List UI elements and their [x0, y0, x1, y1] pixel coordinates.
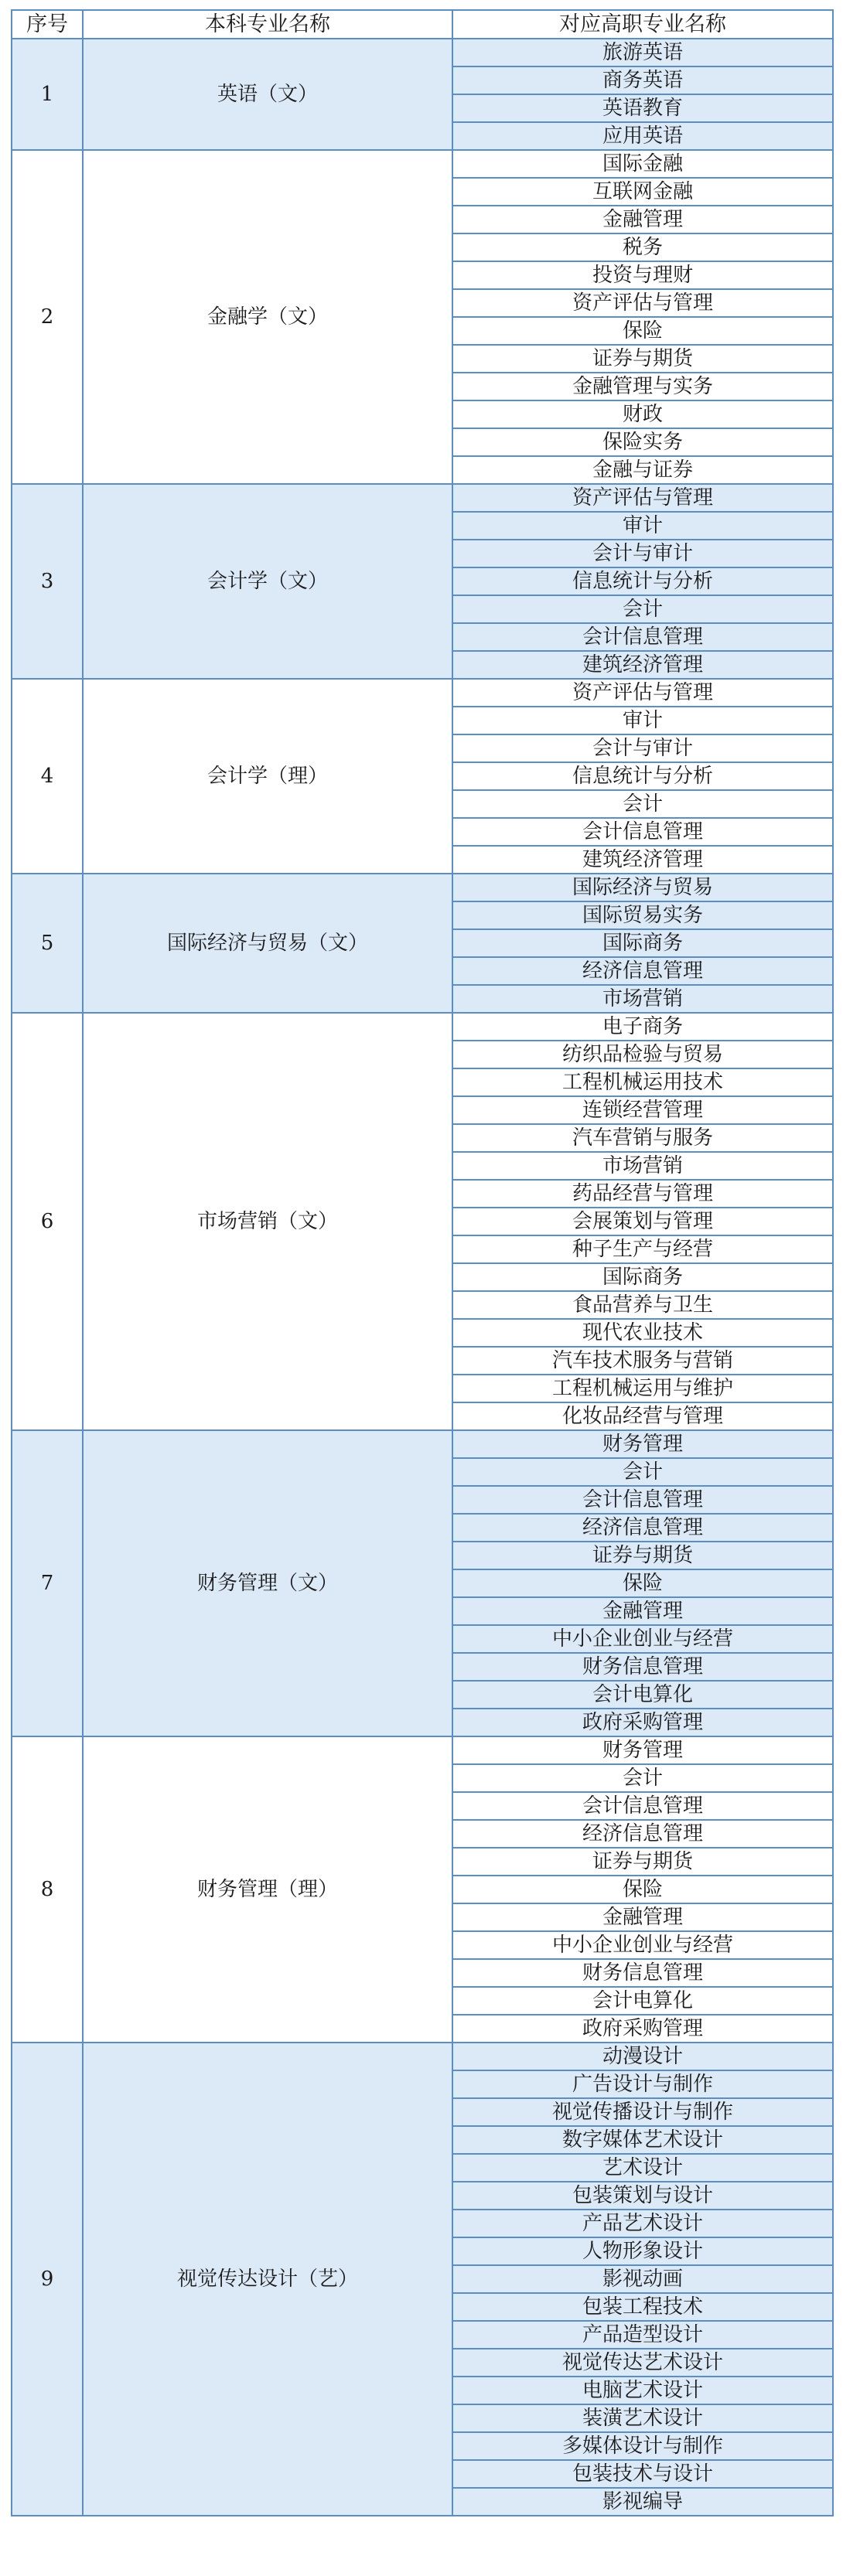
vocational-major-name: 汽车营销与服务: [452, 1124, 833, 1152]
row-index: 8: [12, 1736, 83, 2043]
vocational-major-name: 商务英语: [452, 66, 833, 94]
vocational-major-name: 多媒体设计与制作: [452, 2432, 833, 2460]
undergrad-major-name: 金融学（文）: [83, 150, 452, 484]
vocational-major-name: 数字媒体艺术设计: [452, 2126, 833, 2154]
vocational-major-name: 政府采购管理: [452, 2015, 833, 2043]
vocational-major-name: 信息统计与分析: [452, 762, 833, 790]
vocational-major-name: 会计电算化: [452, 1681, 833, 1709]
vocational-major-name: 会计信息管理: [452, 1486, 833, 1514]
vocational-major-name: 金融管理: [452, 206, 833, 233]
vocational-major-name: 英语教育: [452, 94, 833, 122]
vocational-major-name: 中小企业创业与经营: [452, 1931, 833, 1959]
vocational-major-name: 包装技术与设计: [452, 2460, 833, 2488]
vocational-major-name: 食品营养与卫生: [452, 1291, 833, 1319]
vocational-major-name: 财政: [452, 400, 833, 428]
vocational-major-name: 视觉传达艺术设计: [452, 2349, 833, 2377]
vocational-major-name: 影视动画: [452, 2265, 833, 2293]
vocational-major-name: 审计: [452, 512, 833, 540]
vocational-major-name: 应用英语: [452, 122, 833, 150]
vocational-major-name: 保险实务: [452, 428, 833, 456]
vocational-major-name: 证券与期货: [452, 345, 833, 373]
vocational-major-name: 纺织品检验与贸易: [452, 1041, 833, 1068]
row-index: 5: [12, 874, 83, 1013]
table-row: [12, 1013, 833, 1041]
vocational-major-name: 互联网金融: [452, 178, 833, 206]
vocational-major-name: 产品造型设计: [452, 2321, 833, 2349]
row-index: 4: [12, 679, 83, 874]
table-row: [12, 2043, 833, 2070]
vocational-major-name: 市场营销: [452, 985, 833, 1013]
vocational-major-name: 财务管理: [452, 1736, 833, 1764]
vocational-major-name: 保险: [452, 1569, 833, 1597]
vocational-major-name: 经济信息管理: [452, 1514, 833, 1542]
undergrad-major-name: 会计学（文）: [83, 484, 452, 679]
vocational-major-name: 资产评估与管理: [452, 679, 833, 707]
vocational-major-name: 产品艺术设计: [452, 2210, 833, 2237]
vocational-major-name: 金融管理: [452, 1903, 833, 1931]
vocational-major-name: 国际金融: [452, 150, 833, 178]
vocational-major-name: 化妆品经营与管理: [452, 1402, 833, 1430]
vocational-major-name: 政府采购管理: [452, 1709, 833, 1736]
vocational-major-name: 资产评估与管理: [452, 289, 833, 317]
row-index: 9: [12, 2043, 83, 2516]
vocational-major-name: 广告设计与制作: [452, 2070, 833, 2098]
vocational-major-name: 工程机械运用技术: [452, 1068, 833, 1096]
table-row: [12, 39, 833, 66]
header-undergrad-major: 本科专业名称: [83, 10, 452, 39]
row-index: 3: [12, 484, 83, 679]
vocational-major-name: 种子生产与经营: [452, 1235, 833, 1263]
vocational-major-name: 证券与期货: [452, 1542, 833, 1569]
vocational-major-name: 税务: [452, 233, 833, 261]
vocational-major-name: 国际商务: [452, 929, 833, 957]
vocational-major-name: 中小企业创业与经营: [452, 1625, 833, 1653]
vocational-major-name: 影视编导: [452, 2488, 833, 2516]
vocational-major-name: 会计与审计: [452, 540, 833, 567]
vocational-major-name: 人物形象设计: [452, 2237, 833, 2265]
vocational-major-name: 信息统计与分析: [452, 567, 833, 595]
vocational-major-name: 财务信息管理: [452, 1653, 833, 1681]
vocational-major-name: 会计: [452, 790, 833, 818]
vocational-major-name: 工程机械运用与维护: [452, 1375, 833, 1402]
vocational-major-name: 投资与理财: [452, 261, 833, 289]
vocational-major-name: 会计电算化: [452, 1987, 833, 2015]
vocational-major-name: 现代农业技术: [452, 1319, 833, 1347]
vocational-major-name: 建筑经济管理: [452, 651, 833, 679]
table-row: [12, 1430, 833, 1458]
table-header-row: [12, 10, 833, 39]
vocational-major-name: 药品经营与管理: [452, 1180, 833, 1208]
vocational-major-name: 会计: [452, 595, 833, 623]
table-row: [12, 679, 833, 707]
vocational-major-name: 电脑艺术设计: [452, 2377, 833, 2404]
undergrad-major-name: 英语（文）: [83, 39, 452, 150]
row-index: 6: [12, 1013, 83, 1430]
vocational-major-name: 证券与期货: [452, 1848, 833, 1876]
vocational-major-name: 会计信息管理: [452, 818, 833, 846]
vocational-major-name: 电子商务: [452, 1013, 833, 1041]
vocational-major-name: 金融管理: [452, 1597, 833, 1625]
vocational-major-name: 资产评估与管理: [452, 484, 833, 512]
vocational-major-name: 旅游英语: [452, 39, 833, 66]
vocational-major-name: 国际贸易实务: [452, 901, 833, 929]
vocational-major-name: 装潢艺术设计: [452, 2404, 833, 2432]
row-index: 2: [12, 150, 83, 484]
table-row: [12, 874, 833, 901]
undergrad-major-name: 财务管理（理）: [83, 1736, 452, 2043]
header-vocational-major: 对应高职专业名称: [452, 10, 833, 39]
header-index: 序号: [12, 10, 83, 39]
table-row: [12, 484, 833, 512]
major-mapping-table: [11, 9, 834, 2516]
vocational-major-name: 会计: [452, 1764, 833, 1792]
vocational-major-name: 会计: [452, 1458, 833, 1486]
vocational-major-name: 会计信息管理: [452, 1792, 833, 1820]
vocational-major-name: 保险: [452, 317, 833, 345]
vocational-major-name: 动漫设计: [452, 2043, 833, 2070]
vocational-major-name: 国际经济与贸易: [452, 874, 833, 901]
table-row: [12, 150, 833, 178]
vocational-major-name: 保险: [452, 1876, 833, 1903]
vocational-major-name: 艺术设计: [452, 2154, 833, 2182]
undergrad-major-name: 国际经济与贸易（文）: [83, 874, 452, 1013]
vocational-major-name: 金融管理与实务: [452, 373, 833, 400]
vocational-major-name: 包装工程技术: [452, 2293, 833, 2321]
vocational-major-name: 财务管理: [452, 1430, 833, 1458]
vocational-major-name: 市场营销: [452, 1152, 833, 1180]
vocational-major-name: 会展策划与管理: [452, 1208, 833, 1235]
undergrad-major-name: 视觉传达设计（艺）: [83, 2043, 452, 2516]
vocational-major-name: 会计与审计: [452, 734, 833, 762]
vocational-major-name: 连锁经营管理: [452, 1096, 833, 1124]
row-index: 1: [12, 39, 83, 150]
row-index: 7: [12, 1430, 83, 1736]
undergrad-major-name: 市场营销（文）: [83, 1013, 452, 1430]
vocational-major-name: 金融与证券: [452, 456, 833, 484]
undergrad-major-name: 会计学（理）: [83, 679, 452, 874]
major-mapping-table-wrapper: [11, 9, 832, 2516]
vocational-major-name: 视觉传播设计与制作: [452, 2098, 833, 2126]
table-body: [12, 39, 833, 2516]
vocational-major-name: 财务信息管理: [452, 1959, 833, 1987]
vocational-major-name: 建筑经济管理: [452, 846, 833, 874]
vocational-major-name: 审计: [452, 707, 833, 734]
vocational-major-name: 会计信息管理: [452, 623, 833, 651]
vocational-major-name: 包装策划与设计: [452, 2182, 833, 2210]
vocational-major-name: 汽车技术服务与营销: [452, 1347, 833, 1375]
vocational-major-name: 国际商务: [452, 1263, 833, 1291]
vocational-major-name: 经济信息管理: [452, 957, 833, 985]
table-row: [12, 1736, 833, 1764]
undergrad-major-name: 财务管理（文）: [83, 1430, 452, 1736]
vocational-major-name: 经济信息管理: [452, 1820, 833, 1848]
